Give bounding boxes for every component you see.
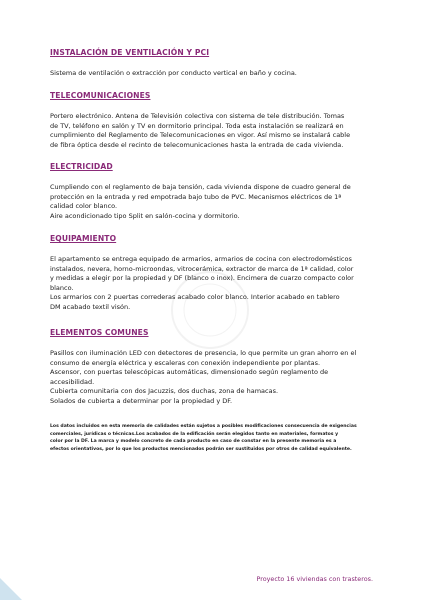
paragraph-line: DM acabado textil visón. bbox=[50, 302, 131, 311]
paragraph-line: El apartamento se entrega equipado de armarios, armarios de cocina con electrodomésticos bbox=[50, 255, 352, 263]
section-heading: EQUIPAMIENTO bbox=[50, 234, 117, 243]
disclaimer-line: efectos orientativos, por lo que los productos mencionados podrán ser sustituidos por otros de calidad equivalente. bbox=[50, 446, 352, 452]
disclaimer-line: color por la DF. La marca y modelo concreto de cada producto en caso de constar en la presente memoria es a bbox=[50, 439, 337, 445]
paragraph-line: accesibilidad. bbox=[50, 377, 95, 386]
paragraph-line: y medidas a elegir por la propiedad y DF (blanco o inox). Encimera de cuarzo compacto color bbox=[50, 274, 354, 283]
paragraph-line: calidad color blanco. bbox=[50, 202, 118, 211]
section-telecomunicaciones bbox=[50, 91, 380, 150]
paragraph-line: cumplimiento del Reglamento de Telecomunicaciones en vigor. Así mismo se instalará cable bbox=[50, 131, 351, 140]
paragraph-line: Solados de cubierta a determinar por la propiedad y DF. bbox=[50, 396, 233, 405]
paragraph-line: instalados, nevera, horno-microondas, vitrocerámica, extractor de marca de 1ª calidad, color bbox=[50, 264, 354, 273]
paragraph-line: Los armarios con 2 puertas correderas acabado color blanco. Interior acabado en tablero bbox=[50, 293, 340, 302]
footer-project-title: Proyecto 16 viviendas con trasteros. bbox=[256, 575, 373, 583]
section-heading: INSTALACIÓN DE VENTILACIÓN Y PCI bbox=[50, 48, 210, 57]
paragraph-line: protección en la entrada y red empotrada bajo tubo de PVC. Mecanismos eléctricos de 1ª bbox=[50, 192, 342, 201]
paragraph-line: de fibra óptica desde el recinto de telecomunicaciones hasta la entrada de cada vivienda. bbox=[50, 140, 344, 149]
section-elementos-comunes bbox=[50, 328, 380, 407]
section-equipamiento bbox=[50, 234, 380, 313]
paragraph-line: de TV, teléfono en salón y TV en dormitorio principal. Toda esta instalación se realizará en bbox=[50, 121, 344, 130]
disclaimer-line: Los datos incluidos en esta memoria de calidades están sujetos a posibles modificaciones consecuencia de exigencias bbox=[50, 424, 357, 429]
paragraph-line: Sistema de ventilación o extracción por conducto vertical en baño y cocina. bbox=[50, 69, 297, 77]
disclaimer-line: comerciales, jurídicas o técnicas.Los acabados de la edificación serán elegidos tanto en materiales, formatos y bbox=[50, 431, 339, 437]
paragraph-line: Aire acondicionado tipo Split en salón-cocina y dormitorio. bbox=[50, 211, 240, 220]
paragraph-line: Cumpliendo con el reglamento de baja tensión, cada vivienda dispone de cuadro general de bbox=[50, 183, 351, 191]
corner-decoration bbox=[0, 578, 22, 600]
section-heading: ELECTRICIDAD bbox=[50, 162, 113, 171]
paragraph-line: Ascensor, con puertas telescópicas automáticas, dimensionado según reglamento de bbox=[50, 368, 329, 377]
section-ventilacion bbox=[50, 48, 380, 79]
paragraph-line: blanco. bbox=[50, 283, 74, 292]
paragraph-line: consumo de energía eléctrica y escaleras con conexión independiente por plantas. bbox=[50, 358, 321, 367]
disclaimer-note bbox=[50, 423, 378, 453]
section-heading: TELECOMUNICACIONES bbox=[50, 91, 151, 100]
paragraph-line: Cubierta comunitaria con dos Jacuzzis, dos duchas, zona de hamacas. bbox=[50, 387, 279, 396]
section-heading: ELEMENTOS COMUNES bbox=[50, 328, 149, 337]
paragraph-line: Portero electrónico. Antena de Televisión colectiva con sistema de tele distribución. Tomas bbox=[50, 112, 345, 120]
paragraph-line: Pasillos con iluminación LED con detectores de presencia, lo que permite un gran ahorro en el bbox=[50, 349, 357, 357]
section-electricidad bbox=[50, 162, 380, 221]
